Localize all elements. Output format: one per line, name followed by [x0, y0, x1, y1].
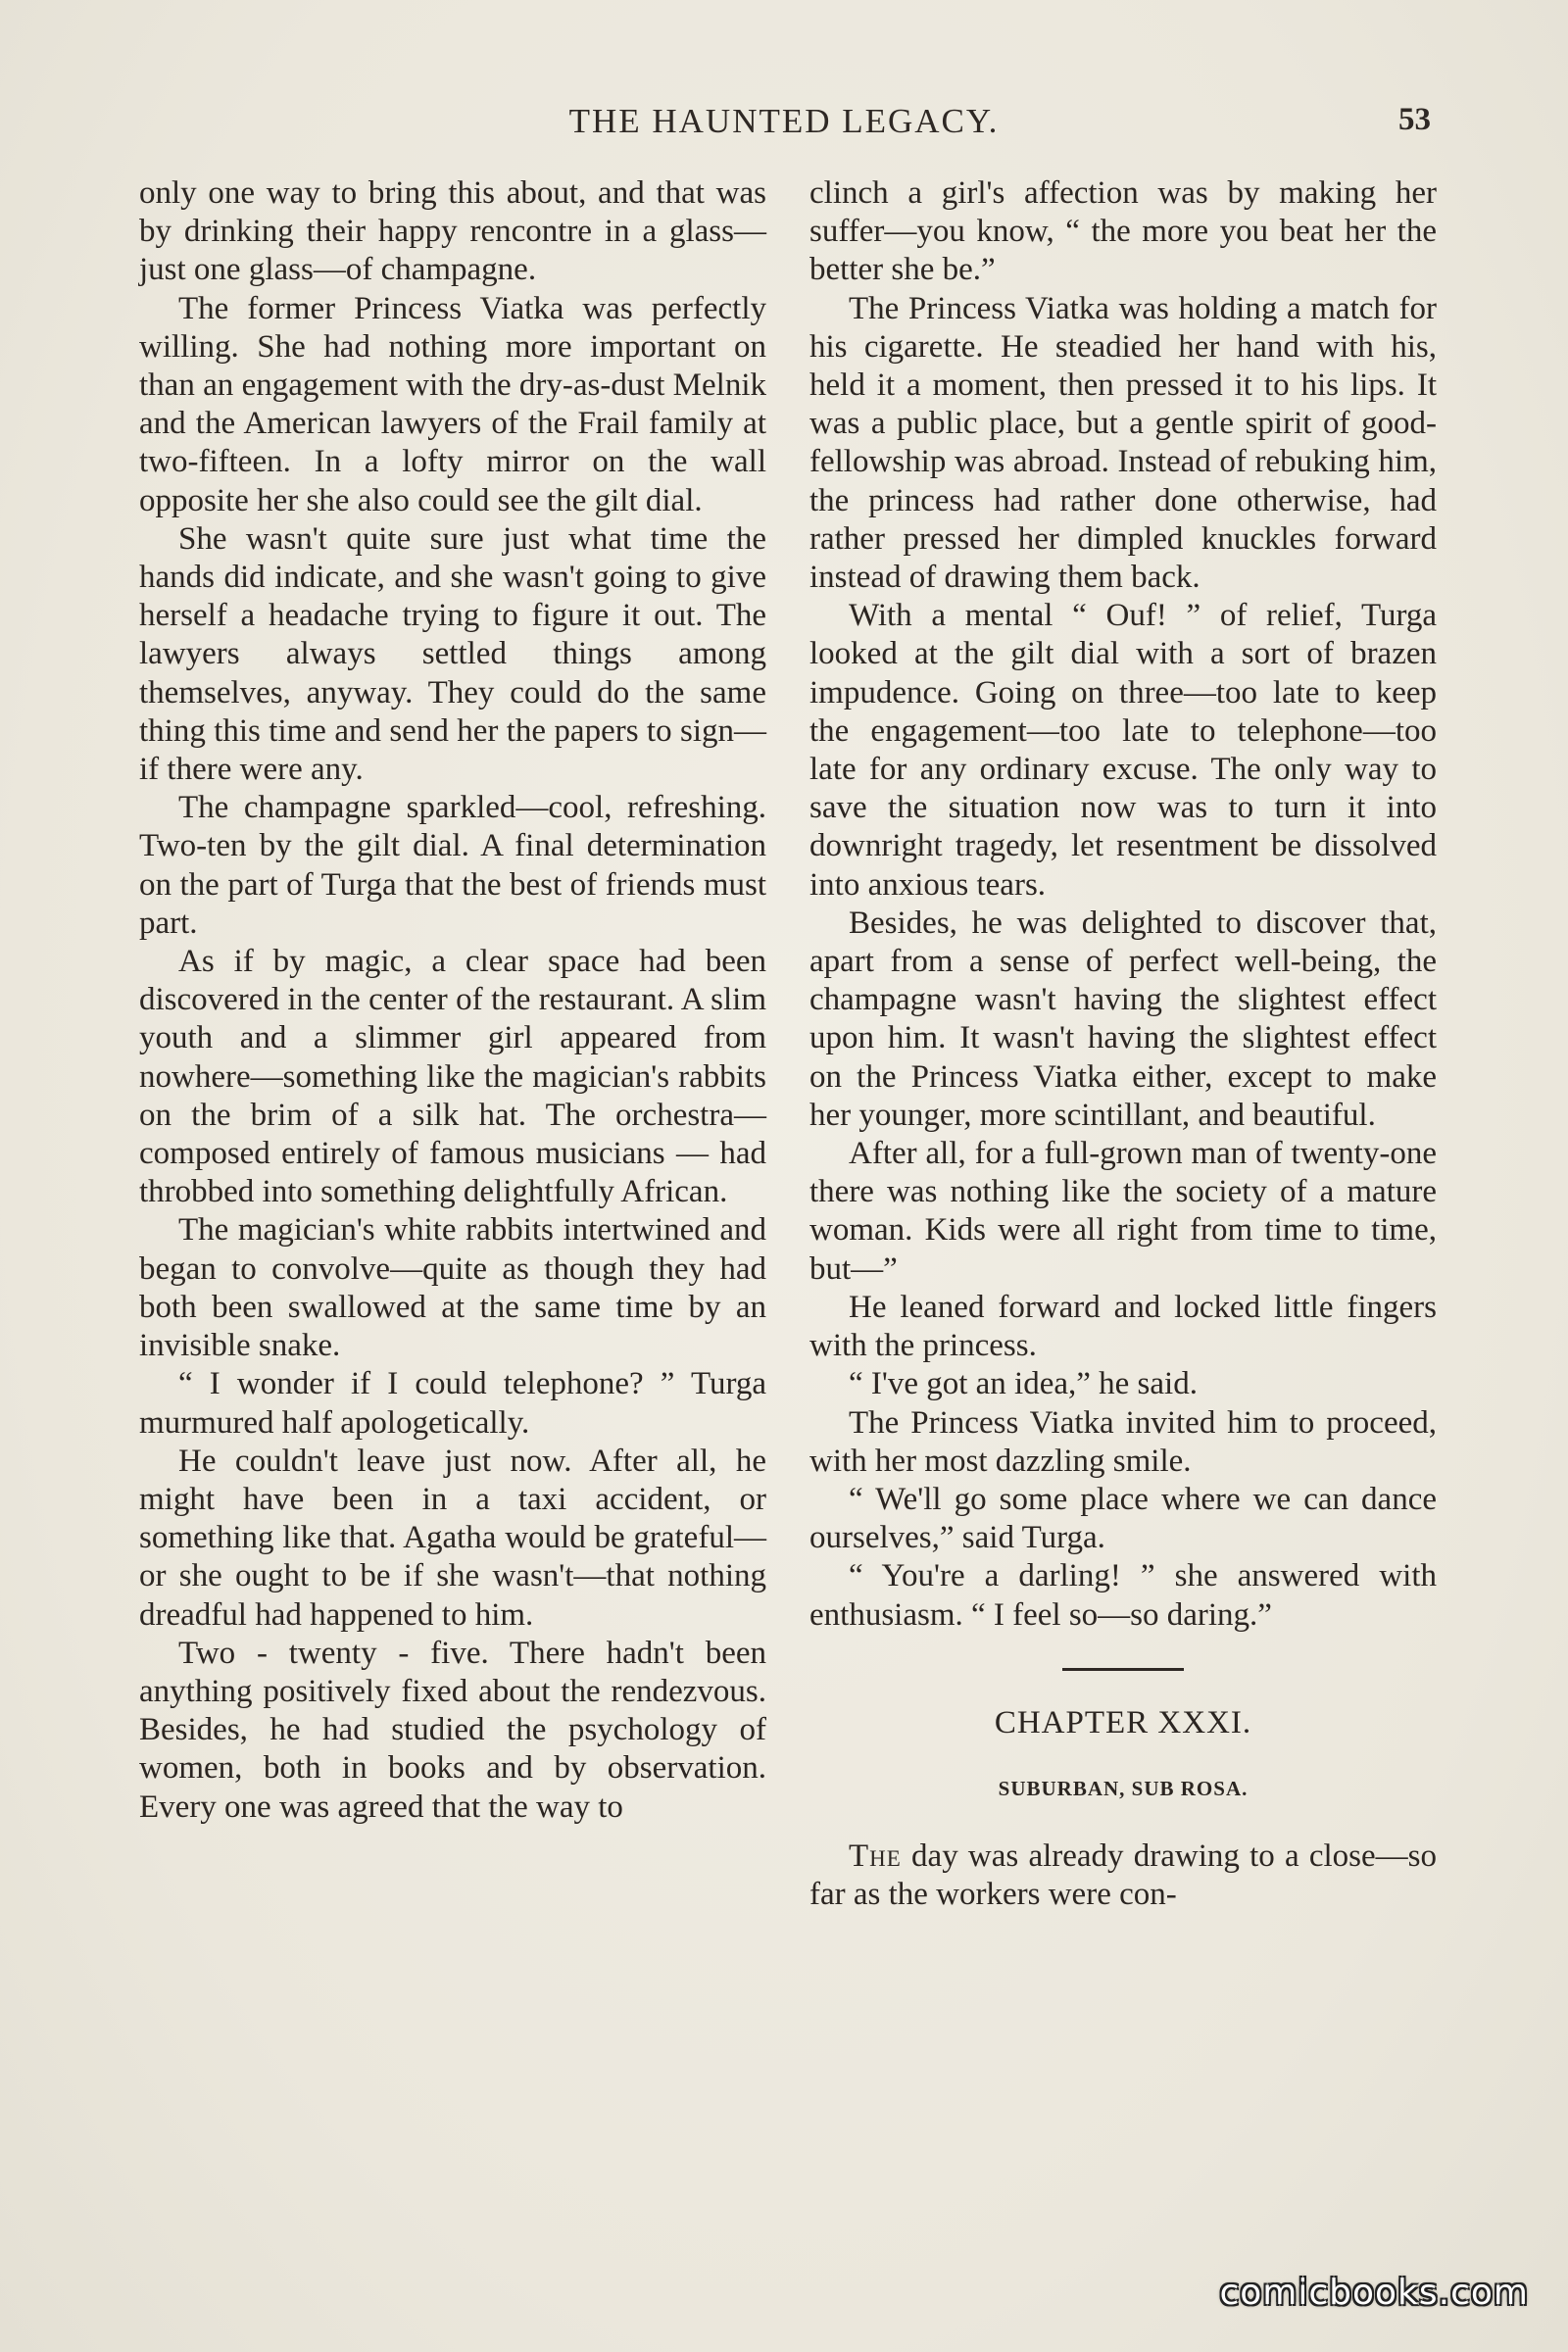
paragraph: Two - twenty - five. There hadn't been anything positively fixed about the rendezvous. Besides, he had studied the psychology of women, both in books and by observation. Every one was agreed that the way to	[139, 1635, 766, 1825]
paragraph: “ You're a darling! ” she answered with enthusiasm. “ I feel so—so daring.”	[809, 1558, 1437, 1633]
paragraph: “ I wonder if I could telephone? ” Turga murmured half apologetically.	[139, 1366, 766, 1441]
chapter-opening-word: The	[849, 1838, 902, 1875]
paragraph: The Princess Viatka was holding a match for his cigarette. He steadied her hand with his, held it a moment, then pressed it to his lips. It was a public place, but a gentle spirit of good-fellowship was abroad. Instead of rebuking him, the princess had rather done otherwise, had rather pressed her dimpled knuckles forward instead of drawing them back.	[809, 290, 1437, 596]
paragraph: only one way to bring this about, and that was by drinking their happy rencontre in a glass—just one glass—of champagne.	[139, 175, 766, 288]
page-header	[137, 102, 1431, 161]
paragraph: With a mental “ Ouf! ” of relief, Turga looked at the gilt dial with a sort of brazen impudence. Going on three—too late to keep the engagement—too late to telephone—too late for any ordinary excuse. The only way to save the situation now was to turn it into downright tragedy, let resentment be dissolved into anxious tears.	[809, 598, 1437, 903]
paragraph: Besides, he was delighted to discover that, apart from a sense of perfect well-being, the champagne wasn't having the slightest effect upon him. It wasn't having the slightest effect on the Princess Viatka either, except to make her younger, more scintillant, and beautiful.	[809, 905, 1437, 1133]
page-number: 53	[1398, 102, 1431, 137]
watermark-logo: comicbooks.com	[1219, 2273, 1529, 2313]
chapter-opening-text: day was already drawing to a close—so far as the workers were con-	[809, 1838, 1437, 1913]
paragraph: As if by magic, a clear space had been discovered in the center of the restaurant. A slim youth and a slimmer girl appeared from nowhere—something like the magician's rabbits on the brim of a silk hat. The orchestra—composed entirely of famous musicians — had throbbed into something delightfully African.	[139, 944, 766, 1210]
paragraph: He leaned forward and locked little fingers with the princess.	[809, 1289, 1437, 1364]
chapter-subtitle: SUBURBAN, SUB ROSA.	[998, 1776, 1249, 1800]
left-column	[139, 174, 766, 1827]
paragraph: She wasn't quite sure just what time the hands did indicate, and she wasn't going to give herself a headache trying to figure it out. The lawyers always settled things among themselves, anyway. They could do the same thing this time and send her the papers to sign—if there were any.	[139, 520, 766, 788]
chapter-title: CHAPTER XXXI.	[994, 1704, 1252, 1740]
paragraph: The magician's white rabbits intertwined and began to convolve—quite as though they had both been swallowed at the same time by an invisible snake.	[139, 1212, 766, 1364]
paragraph: The Princess Viatka invited him to proceed, with her most dazzling smile.	[809, 1404, 1437, 1479]
running-title: THE HAUNTED LEGACY.	[568, 102, 1000, 140]
right-column	[809, 174, 1437, 1915]
paragraph: The former Princess Viatka was perfectly willing. She had nothing more important on than an engagement with the dry-as-dust Melnik and the American lawyers of the Frail family at two-fifteen. In a lofty mirror on the wall opposite her she also could see the gilt dial.	[139, 290, 766, 518]
paragraph: “ We'll go some place where we can dance ourselves,” said Turga.	[809, 1481, 1437, 1556]
paragraph: After all, for a full-grown man of twenty-one there was nothing like the society of a mature woman. Kids were all right from time to time, but—”	[809, 1136, 1437, 1287]
section-divider	[1062, 1668, 1184, 1671]
chapter-opening-paragraph	[809, 1838, 1437, 1914]
paragraph: He couldn't leave just now. After all, he might have been in a taxi accident, or something like that. Agatha would be grateful—or she ought to be if she wasn't—that nothing dreadful had happened to him.	[139, 1443, 766, 1633]
paragraph: “ I've got an idea,” he said.	[849, 1366, 1198, 1402]
paragraph: clinch a girl's affection was by making her suffer—you know, “ the more you beat her the better she be.”	[809, 175, 1437, 288]
paragraph: The champagne sparkled—cool, refreshing. Two-ten by the gilt dial. A final determination on the part of Turga that the best of friends must part.	[139, 790, 766, 941]
